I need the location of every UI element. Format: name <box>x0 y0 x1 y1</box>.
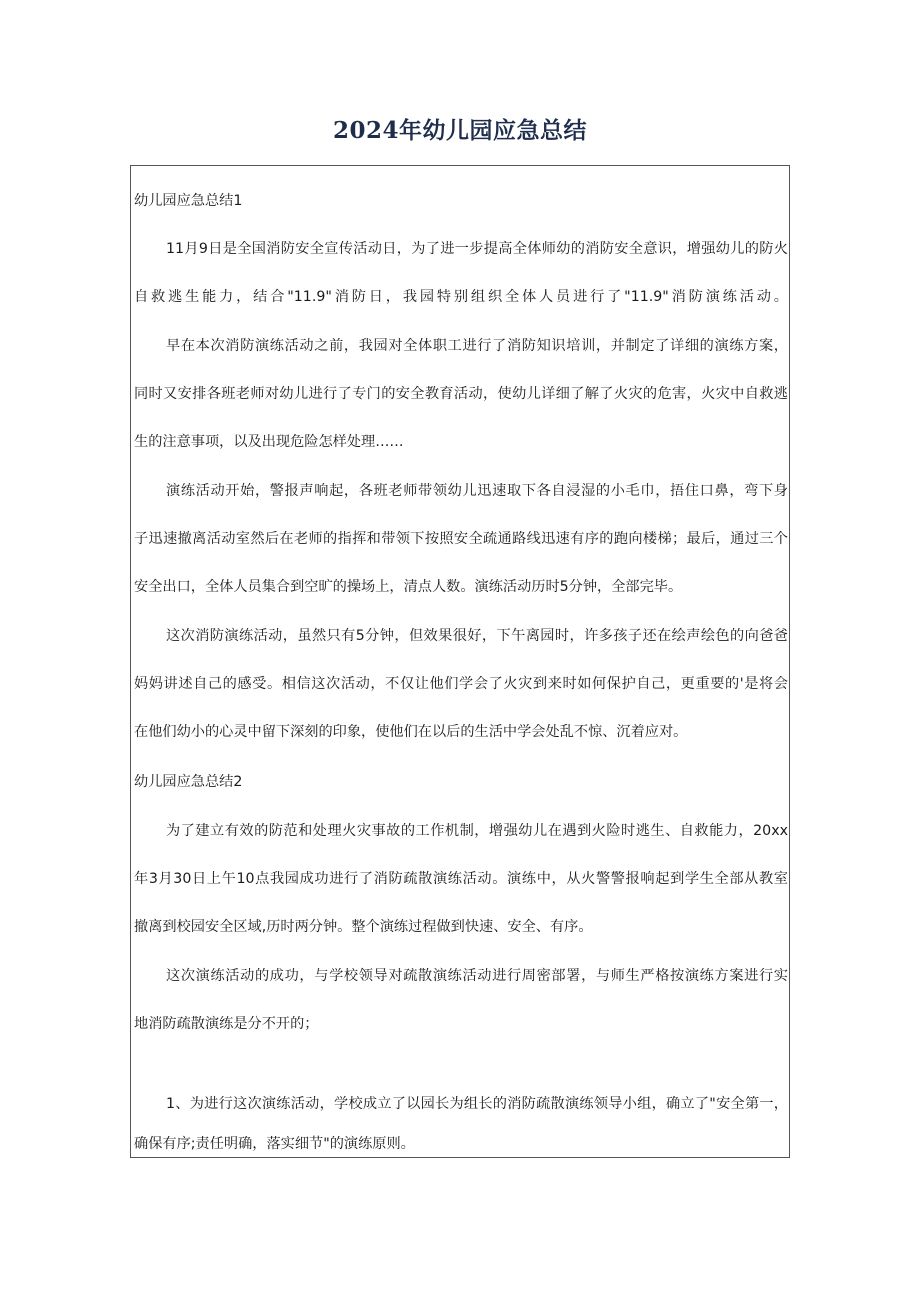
paragraph-line: 生的注意事项，以及出现危险怎样处理…… <box>134 434 404 450</box>
paragraph-line: 这次演练活动的成功，与学校领导对疏散演练活动进行周密部署，与师生严格按演练方案进行实 <box>166 968 788 984</box>
content-box <box>130 165 790 1158</box>
paragraph-line: 同时又安排各班老师对幼儿进行了专门的安全教育活动，使幼儿详细了解了火灾的危害，火灾中自救逃 <box>134 386 788 402</box>
section-heading-1: 幼儿园应急总结1 <box>134 193 243 209</box>
section-heading-2: 幼儿园应急总结2 <box>134 774 243 790</box>
paragraph-line: 确保有序;责任明确，落实细节"的演练原则。 <box>134 1136 415 1152</box>
paragraph-line: 安全出口，全体人员集合到空旷的操场上，清点人数。演练活动历时5分钟，全部完毕。 <box>134 579 683 595</box>
paragraph-line: 11月9日是全国消防安全宣传活动日，为了进一步提高全体师幼的消防安全意识，增强幼儿的防火 <box>166 241 788 257</box>
paragraph-line: 早在本次消防演练活动之前，我园对全体职工进行了消防知识培训，并制定了详细的演练方案， <box>166 338 788 354</box>
paragraph-line: 自救逃生能力，结合"11.9"消防日，我园特别组织全体人员进行了"11.9"消防演练活动。 <box>134 289 788 305</box>
paragraph-line: 这次消防演练活动，虽然只有5分钟，但效果很好，下午离园时，许多孩子还在绘声绘色的向爸爸 <box>166 628 788 644</box>
page-title: 2024年幼儿园应急总结 <box>332 117 587 144</box>
paragraph-line: 地消防疏散演练是分不开的； <box>134 1016 319 1032</box>
paragraph-line: 撤离到校园安全区域,历时两分钟。整个演练过程做到快速、安全、有序。 <box>134 919 593 935</box>
paragraph-line: 妈妈讲述自己的感受。相信这次活动，不仅让他们学会了火灾到来时如何保护自己，更重要的'是将会 <box>134 676 788 692</box>
paragraph-line: 1、为进行这次演练活动，学校成立了以园长为组长的消防疏散演练领导小组，确立了"安全第一， <box>166 1096 788 1112</box>
paragraph-line: 子迅速撤离活动室然后在老师的指挥和带领下按照安全疏通路线迅速有序的跑向楼梯；最后，通过三个 <box>134 531 788 547</box>
paragraph-line: 演练活动开始，警报声响起，各班老师带领幼儿迅速取下各自浸湿的小毛巾，捂住口鼻，弯下身 <box>166 483 788 499</box>
paragraph-line: 为了建立有效的防范和处理火灾事故的工作机制，增强幼儿在遇到火险时逃生、自救能力，20xx <box>166 823 788 839</box>
paragraph-line: 在他们幼小的心灵中留下深刻的印象，使他们在以后的生活中学会处乱不惊、沉着应对。 <box>134 724 688 740</box>
paragraph-line: 年3月30日上午10点我园成功进行了消防疏散演练活动。演练中，从火警警报响起到学生全部从教室 <box>134 871 788 887</box>
